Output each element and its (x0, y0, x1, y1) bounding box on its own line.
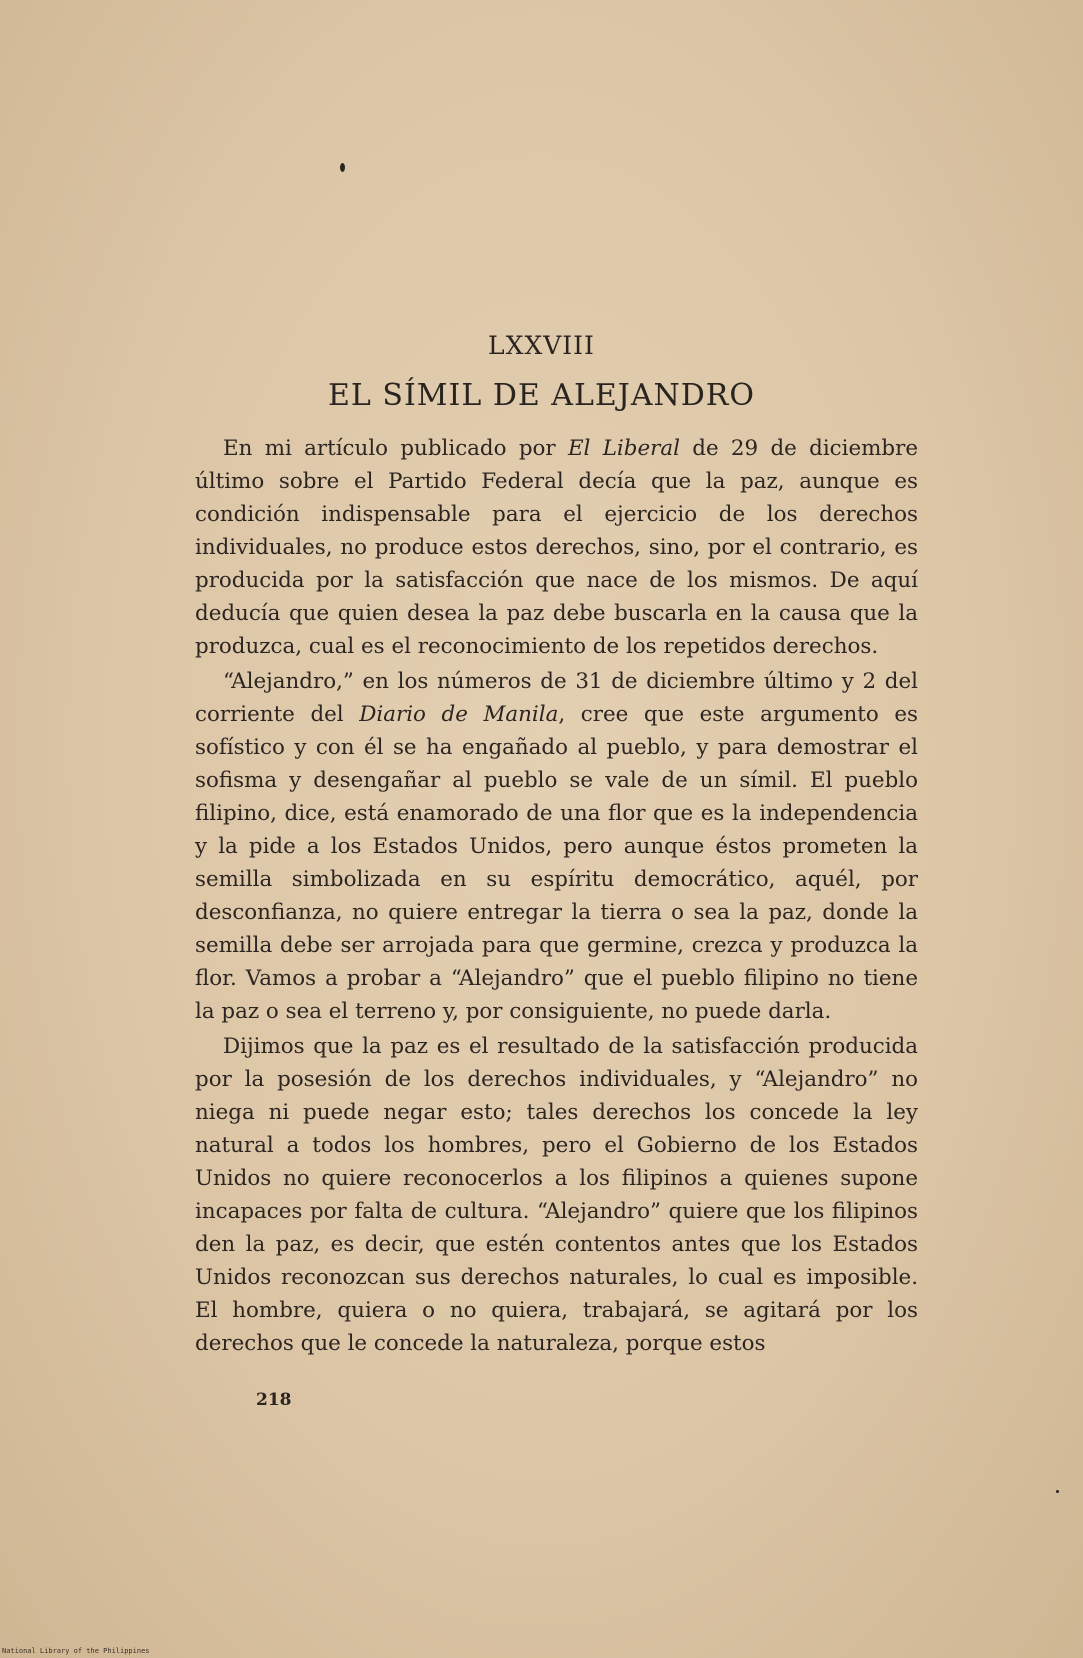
library-footer: National Library of the Philippines (2, 1647, 150, 1655)
paragraph-1 (195, 432, 918, 663)
ink-speck (1056, 1490, 1059, 1493)
paragraph-1-text-b: de 29 de diciembre último sobre el Partido Federal decía que la paz, aunque es condición indispensable para el ejercicio de los derechos individuales, no produce estos derechos, sino, por el contrario, es producida por la satisfacción que nace de los mismos. De aquí deducía que quien desea la paz debe buscarla en la causa que la produzca, cual es el reconocimiento de los repetidos derechos. (195, 436, 918, 659)
paragraph-2 (195, 665, 918, 1028)
chapter-title: EL SÍMIL DE ALEJANDRO (328, 378, 755, 413)
ink-speck (340, 163, 345, 172)
newspaper-title: Diario de Manila (359, 702, 559, 727)
newspaper-title: El Liberal (567, 436, 680, 461)
paragraph-2-text-b: , cree que este argumento es sofístico y con él se ha engañado al pueblo, y para demostrar el sofisma y desengañar al pueblo se vale de un símil. El pueblo filipino, dice, está enamorado de una flor que es la independencia y la pide a los Estados Unidos, pero aunque éstos prometen la semilla simbolizada en su espíritu democrático, aquél, por desconfianza, no quiere entregar la tierra o sea la paz, donde la semilla debe ser arrojada para que germine, crezca y produzca la flor. Vamos a probar a “Alejandro” que el pueblo filipino no tiene la paz o sea el terreno y, por consiguiente, no puede darla. (195, 702, 919, 1024)
paragraph-3: Dijimos que la paz es el resultado de la satisfacción producida por la posesión de los derechos individuales, y “Alejandro” no niega ni puede negar esto; tales derechos los concede la ley natural a todos los hombres, pero el Gobierno de los Estados Unidos no quiere reconocerlos a los filipinos a quienes supone incapaces por falta de cultura. “Alejandro” quiere que los filipinos den la paz, es decir, que estén contentos antes que los Estados Unidos reconozcan sus derechos naturales, lo cual es imposible. El hombre, quiera o no quiera, trabajará, se agitará por los derechos que le concede la naturaleza, porque estos (195, 1034, 918, 1356)
chapter-number: LXXVIII (488, 331, 595, 360)
paragraph-2-text-a: “Alejandro,” en los números de 31 de diciembre último y 2 del corriente del (195, 669, 918, 727)
chapter-body (195, 432, 918, 1362)
page-number: 218 (256, 1390, 292, 1410)
paragraph-1-text-a: En mi artículo publicado por (223, 436, 568, 461)
